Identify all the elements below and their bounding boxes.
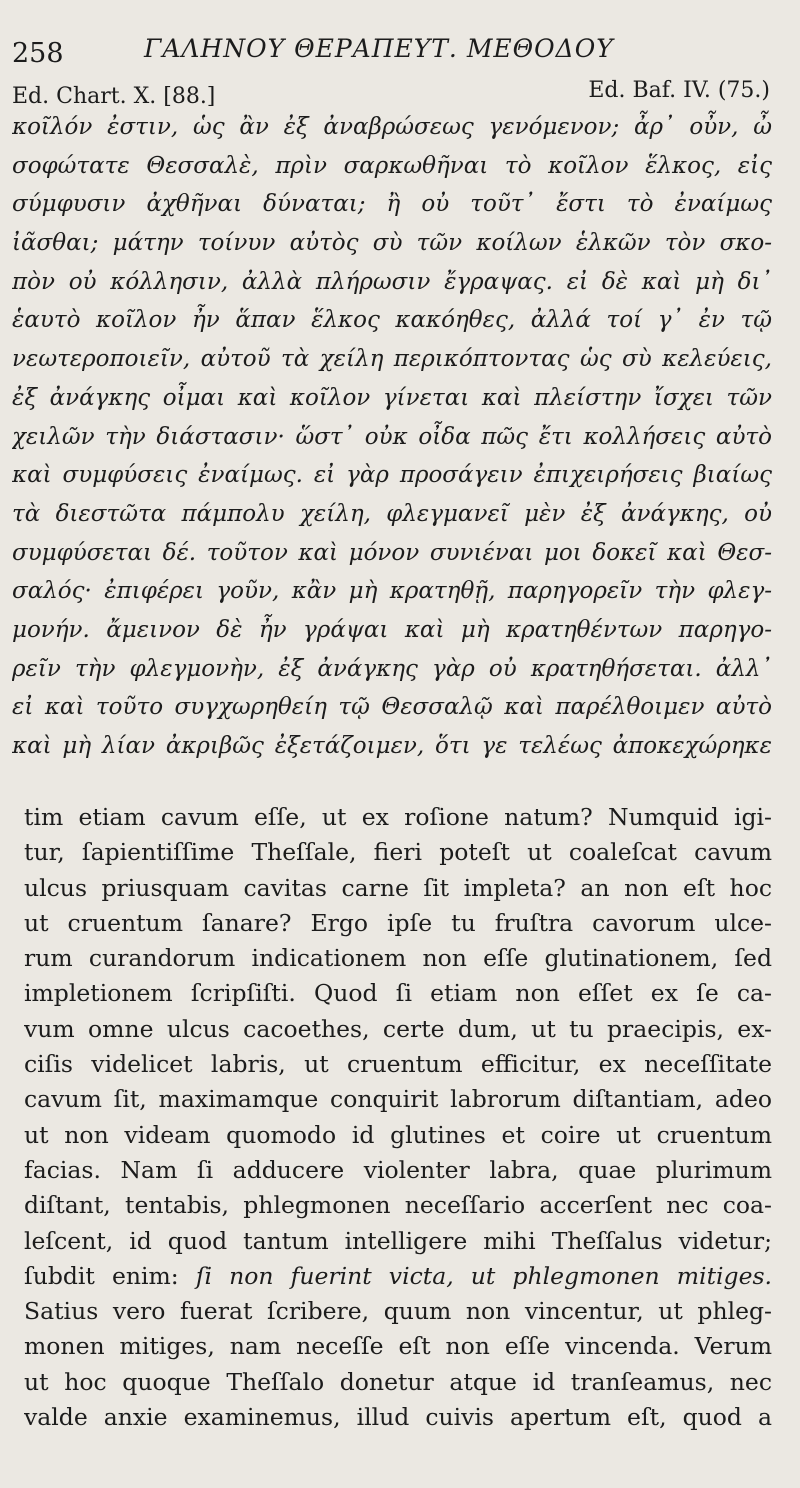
latin-line: monen mitiges, nam neceſſe eſt non eſſe vincenda. Verum bbox=[24, 1332, 772, 1361]
greek-text-block bbox=[12, 108, 772, 766]
quoted-phrase: ſi non fuerint victa, ut phlegmonen mitiges. bbox=[195, 1261, 772, 1290]
latin-line: impletionem ſcripſiſti. Quod ſi etiam non eſſet ex ſe ca- bbox=[24, 979, 772, 1008]
greek-line: ἐξ ἀνάγκης οἶμαι καὶ κοῖλον γίνεται καὶ πλείστην ἴσχει τῶν bbox=[12, 384, 772, 411]
latin-line: ciſis videlicet labris, ut cruentum efficitur, ex neceſſitate bbox=[24, 1050, 772, 1079]
greek-line: εἰ καὶ τοῦτο συγχωρηθείη τῷ Θεσσαλῷ καὶ παρέλθοιμεν αὐτὸ bbox=[12, 694, 772, 721]
greek-line: καὶ συμφύσεις ἐναίμως. εἰ γὰρ προσάγειν ἐπιχειρήσεις βιαίως bbox=[12, 462, 772, 489]
latin-line-quote bbox=[24, 1259, 772, 1294]
greek-line: τὰ διεστῶτα πάμπολυ χείλη, φλεγμανεῖ μὲν ἐξ ἀνάγκης, οὐ bbox=[12, 500, 772, 527]
greek-line: σαλός· ἐπιφέρει γοῦν, κἂν μὴ κρατηθῇ, παρηγορεῖν τὴν φλεγ- bbox=[12, 578, 772, 605]
greek-line: νεωτεροποιεῖν, αὐτοῦ τὰ χείλη περικόπτοντας ὡς σὺ κελεύεις, bbox=[12, 346, 772, 373]
edition-reference-right: Ed. Baf. IV. (75.) bbox=[588, 78, 770, 103]
latin-line: ut cruentum ſanare? Ergo ipſe tu fruſtra cavorum ulce- bbox=[24, 908, 772, 937]
latin-text-block bbox=[24, 800, 772, 1435]
latin-line: leſcent, id quod tantum intelligere mihi Theſſalus videtur; bbox=[24, 1226, 772, 1255]
running-head bbox=[12, 30, 760, 70]
latin-line: ulcus priusquam cavitas carne ſit impleta? an non eſt hoc bbox=[24, 873, 772, 902]
greek-line: συμφύσεται δέ. τοῦτον καὶ μόνον συνιέναι μοι δοκεῖ καὶ Θεσ- bbox=[12, 539, 772, 566]
greek-line: σοφώτατε Θεσσαλὲ, πρὶν σαρκωθῆναι τὸ κοῖλον ἕλκος, εἰς bbox=[12, 152, 772, 179]
latin-line-lead: ſubdit enim: bbox=[24, 1261, 196, 1290]
greek-line: χειλῶν τὴν διάστασιν· ὥστ᾽ οὐκ οἶδα πῶς ἔτι κολλήσεις αὐτὸ bbox=[12, 423, 772, 450]
greek-line: πὸν οὐ κόλλησιν, ἀλλὰ πλήρωσιν ἔγραψας. εἰ δὲ καὶ μὴ δι᾽ bbox=[12, 268, 772, 295]
greek-line: καὶ μὴ λίαν ἀκριβῶς ἐξετάζοιμεν, ὅτι γε τελέως ἀποκεχώρηκε bbox=[12, 733, 772, 759]
greek-line: ἑαυτὸ κοῖλον ἦν ἅπαν ἕλκος κακόηθες, ἀλλά τοί γ᾽ ἐν τῷ bbox=[12, 307, 772, 334]
greek-line: ἰᾶσθαι; μάτην τοίνυν αὐτὸς σὺ τῶν κοίλων ἑλκῶν τὸν σκο- bbox=[12, 230, 772, 257]
greek-line: ρεῖν τὴν φλεγμονὴν, ἐξ ἀνάγκης γὰρ οὐ κρατηθήσεται. ἀλλ᾽ bbox=[12, 655, 772, 682]
latin-line: rum curandorum indicationem non eſſe glutinationem, ſed bbox=[24, 944, 772, 973]
greek-line: κοῖλόν ἐστιν, ὡς ἂν ἐξ ἀναβρώσεως γενόμενον; ἆρ᾽ οὖν, ὦ bbox=[12, 114, 772, 140]
greek-line: μονήν. ἄμεινον δὲ ἦν γράψαι καὶ μὴ κρατηθέντων παρηγο- bbox=[12, 616, 772, 643]
greek-line: σύμφυσιν ἀχθῆναι δύναται; ἢ οὐ τοῦτ᾽ ἔστι τὸ ἐναίμως bbox=[12, 191, 772, 218]
running-title: ΓΑΛΗΝΟΥ ΘΕΡΑΠΕΥΤ. ΜΕΘΟΔΟΥ bbox=[144, 34, 614, 63]
edition-reference-left: Ed. Chart. X. [88.] bbox=[12, 84, 216, 109]
latin-line: tim etiam cavum eſſe, ut ex roſione natum? Numquid igi- bbox=[24, 803, 772, 831]
latin-line: vum omne ulcus cacoethes, certe dum, ut tu praecipis, ex- bbox=[24, 1014, 772, 1043]
latin-line: valde anxie examinemus, illud cuivis apertum eſt, quod a bbox=[24, 1403, 772, 1432]
page-number: 258 bbox=[12, 38, 64, 69]
latin-line: tur, ſapientiſſime Theſſale, fieri poteſt ut coaleſcat cavum bbox=[24, 838, 772, 867]
latin-line: cavum ſit, maximamque conquirit labrorum diſtantiam, adeo bbox=[24, 1085, 772, 1114]
latin-line: ut hoc quoque Theſſalo donetur atque id tranſeamus, nec bbox=[24, 1367, 772, 1396]
latin-line: facias. Nam ſi adducere violenter labra, quae plurimum bbox=[24, 1155, 772, 1184]
latin-line: Satius vero fuerat ſcribere, quum non vincentur, ut phleg- bbox=[24, 1297, 772, 1326]
latin-line: diſtant, tentabis, phlegmonen neceſſario accerſent nec coa- bbox=[24, 1191, 772, 1220]
latin-line: ut non videam quomodo id glutines et coire ut cruentum bbox=[24, 1120, 772, 1149]
